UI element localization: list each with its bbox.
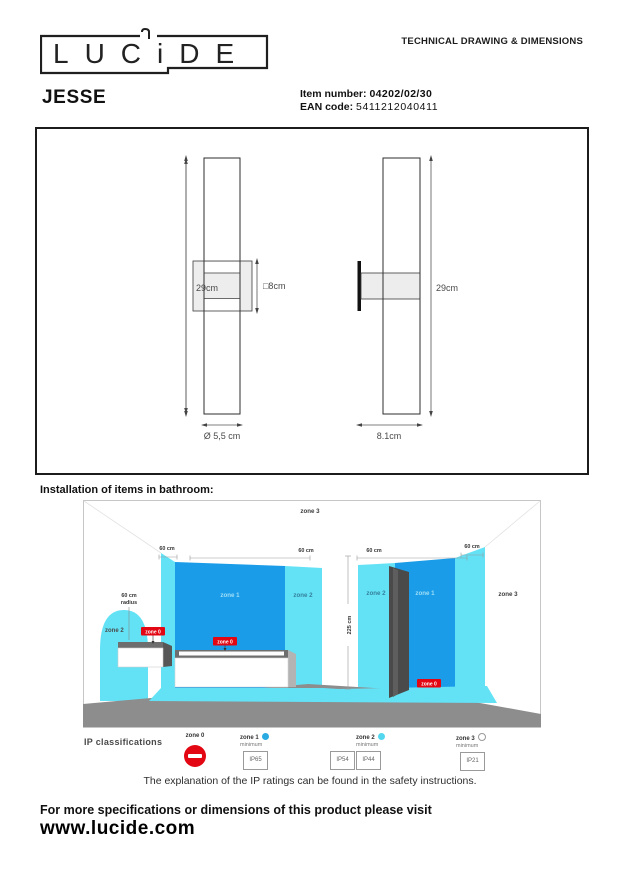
item-number-label: Item number: <box>300 88 367 100</box>
zone2-floor-band <box>149 686 497 703</box>
logo-text: LUCiDE <box>53 38 251 69</box>
radius-value-label: 60 cm <box>121 593 137 599</box>
ip-zone0-group <box>180 733 210 767</box>
item-number-value: 04202/02/30 <box>369 88 433 100</box>
zone1-shower-label: zone 1 <box>415 590 435 597</box>
ip44-rating-box: IP44 <box>356 751 381 770</box>
ip65-rating-box: IP65 <box>243 751 268 770</box>
ip-zone1-label-text: zone 1 <box>240 735 259 741</box>
lucide-logo <box>40 26 270 78</box>
side-height-dim: 29cm <box>436 283 459 293</box>
ean-label: EAN code: <box>300 101 354 113</box>
radius-word-label: radius <box>120 600 138 606</box>
ip-classifications-title: IP classifications <box>84 737 163 747</box>
ip-zone3-minimum: minimum <box>456 743 479 749</box>
ip-zone2-minimum: minimum <box>356 742 379 748</box>
ip-zone2-group <box>330 733 382 770</box>
dim-60cm-4: 60 cm <box>464 544 480 550</box>
footer-website-link[interactable]: www.lucide.com <box>40 818 196 839</box>
product-meta <box>300 88 438 114</box>
ip-zone2-boxes <box>330 748 382 770</box>
zone2-strip-left <box>161 553 175 697</box>
bathroom-section-heading: Installation of items in bathroom: <box>40 484 214 496</box>
zone3-ceiling-label: zone 3 <box>300 508 320 515</box>
footer-text: For more specifications or dimensions of this product please visit <box>40 803 432 817</box>
ip-zone0-label: zone 0 <box>185 733 205 739</box>
dim-60cm-3: 60 cm <box>366 548 382 554</box>
front-diameter-dim: Ø 5,5 cm <box>203 431 241 441</box>
ip-zone1-label <box>240 733 269 741</box>
ip-zone3-label <box>456 733 486 742</box>
zone1-blue-dot-icon <box>262 733 269 740</box>
dim-60cm-1: 60 cm <box>159 546 175 552</box>
lamp-front-view <box>186 158 285 441</box>
side-bracket <box>361 273 420 299</box>
bathroom-zones-diagram <box>83 500 541 728</box>
zone2-shower-label: zone 2 <box>366 590 386 597</box>
ean-value: 5411212040411 <box>356 101 439 113</box>
lamp-dimension-drawing <box>35 127 587 472</box>
ip-zone3-label-text: zone 3 <box>456 736 475 742</box>
front-height-dim: 29cm <box>195 283 218 293</box>
dim-225cm: 225 cm <box>347 615 353 635</box>
ip54-rating-box: IP54 <box>330 751 355 770</box>
lamp-side-view <box>358 158 459 441</box>
ip-zone3-group <box>456 733 486 771</box>
zone0-bath-badge: zone 0 <box>217 639 233 646</box>
ean-row <box>300 101 438 114</box>
zone2-door-label: zone 2 <box>105 628 124 634</box>
product-name: JESSE <box>42 87 107 108</box>
zone2-bath-label: zone 2 <box>293 592 313 599</box>
zone2-cyan-dot-icon <box>378 733 385 740</box>
zone3-open-circle-icon <box>478 733 486 741</box>
zone3-wall-label: zone 3 <box>498 591 518 598</box>
shower-panel <box>389 566 409 698</box>
washbasin <box>118 642 172 667</box>
bathtub <box>175 650 296 687</box>
item-number-row <box>300 88 438 101</box>
zone0-shower-badge: zone 0 <box>421 681 437 688</box>
ip21-rating-box: IP21 <box>460 752 485 771</box>
zone0-basin-badge: zone 0 <box>145 629 161 636</box>
ip-zone2-label-text: zone 2 <box>356 735 375 741</box>
ip-zone2-label <box>356 733 382 741</box>
no-entry-icon <box>184 745 206 767</box>
zone2-corner-strip <box>455 547 485 696</box>
ip-zone1-minimum: minimum <box>240 742 263 748</box>
ip-zone1-group <box>240 733 269 770</box>
zone1-bath-label: zone 1 <box>220 592 240 599</box>
doc-type-title: TECHNICAL DRAWING & DIMENSIONS <box>401 36 583 47</box>
side-depth-dim: 8.1cm <box>376 431 402 441</box>
ip-note: The explanation of the IP ratings can be found in the safety instructions. <box>143 775 477 787</box>
dim-60cm-2: 60 cm <box>298 548 314 554</box>
side-wall-plate <box>358 261 362 311</box>
front-bracket-dim: □8cm <box>263 281 286 291</box>
